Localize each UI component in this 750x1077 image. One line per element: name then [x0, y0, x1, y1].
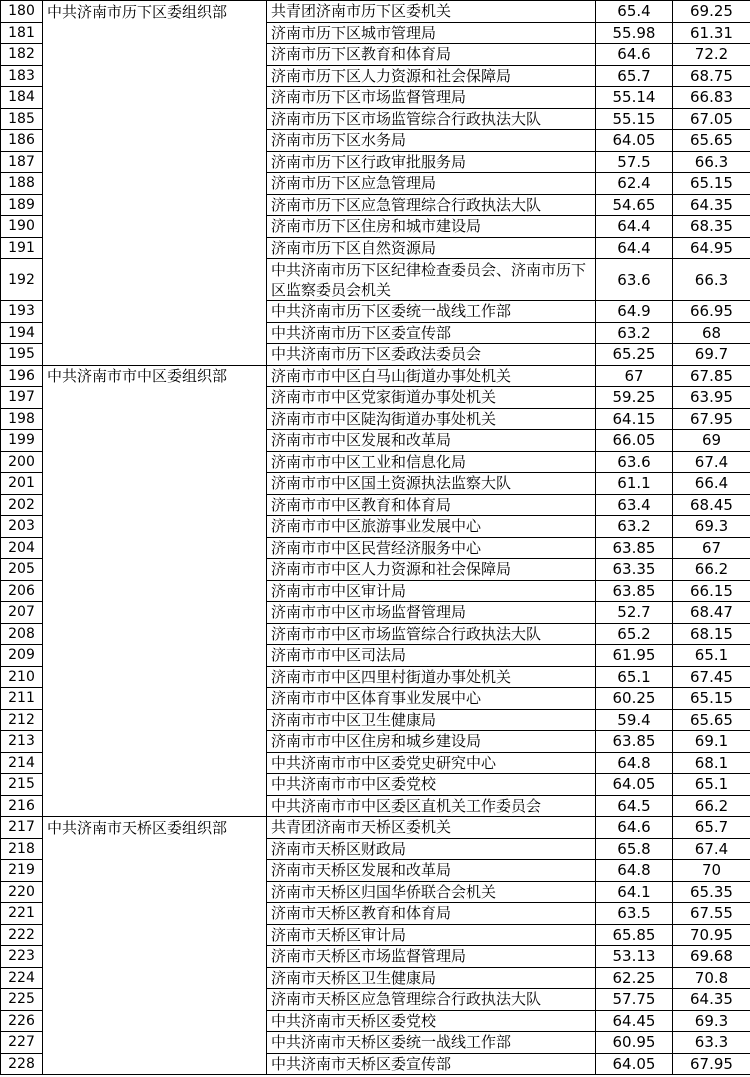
department-cell — [43, 666, 267, 688]
department-cell — [43, 451, 267, 473]
score-1-cell: 57.75 — [596, 989, 673, 1011]
table-row — [1, 151, 750, 173]
score-1-cell: 63.35 — [596, 559, 673, 581]
department-cell — [43, 387, 267, 409]
score-1-cell: 62.25 — [596, 967, 673, 989]
table-row — [1, 87, 750, 109]
unit-name-cell: 济南市市中区审计局 — [267, 580, 596, 602]
score-2-cell: 70.95 — [673, 924, 750, 946]
score-2-cell: 66.83 — [673, 87, 750, 109]
table-row — [1, 881, 750, 903]
table-row — [1, 108, 750, 130]
score-2-cell: 65.35 — [673, 881, 750, 903]
row-number-cell: 225 — [1, 989, 43, 1011]
score-1-cell: 63.85 — [596, 580, 673, 602]
score-2-cell: 68.47 — [673, 602, 750, 624]
score-2-cell: 65.65 — [673, 130, 750, 152]
department-cell — [43, 924, 267, 946]
score-2-cell: 66.2 — [673, 559, 750, 581]
row-number-cell: 218 — [1, 838, 43, 860]
row-number-cell: 189 — [1, 194, 43, 216]
unit-name-cell: 济南市市中区体育事业发展中心 — [267, 688, 596, 710]
score-2-cell: 70 — [673, 860, 750, 882]
score-2-cell: 61.31 — [673, 22, 750, 44]
score-2-cell: 65.15 — [673, 688, 750, 710]
unit-name-cell: 共青团济南市天桥区委机关 — [267, 817, 596, 839]
row-number-cell: 182 — [1, 44, 43, 66]
department-cell — [43, 537, 267, 559]
table-row — [1, 924, 750, 946]
department-cell — [43, 473, 267, 495]
unit-name-cell: 中共济南市天桥区委党校 — [267, 1010, 596, 1032]
department-cell: 中共济南市历下区委组织部 — [43, 1, 267, 23]
unit-name-cell: 济南市市中区发展和改革局 — [267, 430, 596, 452]
score-1-cell: 54.65 — [596, 194, 673, 216]
department-cell — [43, 1010, 267, 1032]
unit-name-cell: 济南市历下区住房和城市建设局 — [267, 216, 596, 238]
unit-name-cell: 济南市天桥区审计局 — [267, 924, 596, 946]
row-number-cell: 206 — [1, 580, 43, 602]
score-2-cell: 69.68 — [673, 946, 750, 968]
department-cell — [43, 216, 267, 238]
score-2-cell: 67.95 — [673, 1053, 750, 1075]
row-number-cell: 202 — [1, 494, 43, 516]
table-row — [1, 516, 750, 538]
score-1-cell: 64.05 — [596, 774, 673, 796]
score-1-cell: 61.1 — [596, 473, 673, 495]
row-number-cell: 187 — [1, 151, 43, 173]
unit-name-cell: 济南市市中区司法局 — [267, 645, 596, 667]
department-cell — [43, 559, 267, 581]
unit-name-cell: 济南市市中区党家街道办事处机关 — [267, 387, 596, 409]
table-row — [1, 946, 750, 968]
unit-name-cell: 济南市历下区市场监督管理局 — [267, 87, 596, 109]
table-row — [1, 709, 750, 731]
unit-name-cell: 济南市天桥区教育和体育局 — [267, 903, 596, 925]
row-number-cell: 224 — [1, 967, 43, 989]
table-row — [1, 237, 750, 259]
score-2-cell: 66.95 — [673, 301, 750, 323]
score-1-cell: 57.5 — [596, 151, 673, 173]
unit-name-cell: 济南市市中区白马山街道办事处机关 — [267, 365, 596, 387]
row-number-cell: 196 — [1, 365, 43, 387]
score-1-cell: 60.25 — [596, 688, 673, 710]
score-1-cell: 60.95 — [596, 1032, 673, 1054]
table-row — [1, 430, 750, 452]
score-1-cell: 63.6 — [596, 259, 673, 301]
department-cell — [43, 903, 267, 925]
table-row — [1, 602, 750, 624]
score-1-cell: 64.8 — [596, 752, 673, 774]
table-row — [1, 494, 750, 516]
score-2-cell: 65.65 — [673, 709, 750, 731]
score-2-cell: 68.1 — [673, 752, 750, 774]
score-1-cell: 63.2 — [596, 322, 673, 344]
department-cell — [43, 580, 267, 602]
unit-name-cell: 济南市市中区教育和体育局 — [267, 494, 596, 516]
score-2-cell: 68.45 — [673, 494, 750, 516]
table-row — [1, 65, 750, 87]
table-row — [1, 387, 750, 409]
table-body — [1, 1, 750, 1075]
unit-name-cell: 济南市市中区民营经济服务中心 — [267, 537, 596, 559]
score-1-cell: 65.2 — [596, 623, 673, 645]
score-2-cell: 69.7 — [673, 344, 750, 366]
unit-name-cell: 济南市历下区自然资源局 — [267, 237, 596, 259]
score-1-cell: 64.5 — [596, 795, 673, 817]
row-number-cell: 191 — [1, 237, 43, 259]
score-1-cell: 65.85 — [596, 924, 673, 946]
score-2-cell: 68.15 — [673, 623, 750, 645]
row-number-cell: 194 — [1, 322, 43, 344]
row-number-cell: 222 — [1, 924, 43, 946]
row-number-cell: 199 — [1, 430, 43, 452]
row-number-cell: 220 — [1, 881, 43, 903]
score-2-cell: 68.35 — [673, 216, 750, 238]
score-2-cell: 67.55 — [673, 903, 750, 925]
unit-name-cell: 济南市历下区人力资源和社会保障局 — [267, 65, 596, 87]
score-2-cell: 70.8 — [673, 967, 750, 989]
department-cell — [43, 130, 267, 152]
unit-name-cell: 济南市市中区人力资源和社会保障局 — [267, 559, 596, 581]
score-1-cell: 64.9 — [596, 301, 673, 323]
row-number-cell: 215 — [1, 774, 43, 796]
table-row — [1, 537, 750, 559]
table-row — [1, 130, 750, 152]
department-cell — [43, 87, 267, 109]
table-row — [1, 645, 750, 667]
score-2-cell: 66.4 — [673, 473, 750, 495]
department-cell — [43, 151, 267, 173]
score-2-cell: 69.25 — [673, 1, 750, 23]
score-2-cell: 64.35 — [673, 194, 750, 216]
score-1-cell: 64.05 — [596, 1053, 673, 1075]
table-row — [1, 559, 750, 581]
table-row — [1, 623, 750, 645]
department-cell — [43, 860, 267, 882]
row-number-cell: 200 — [1, 451, 43, 473]
department-cell — [43, 301, 267, 323]
score-1-cell: 55.14 — [596, 87, 673, 109]
score-1-cell: 64.4 — [596, 237, 673, 259]
row-number-cell: 180 — [1, 1, 43, 23]
row-number-cell: 214 — [1, 752, 43, 774]
table-row — [1, 365, 750, 387]
table-row — [1, 967, 750, 989]
score-1-cell: 64.6 — [596, 817, 673, 839]
unit-name-cell: 济南市市中区旅游事业发展中心 — [267, 516, 596, 538]
table-row — [1, 774, 750, 796]
row-number-cell: 211 — [1, 688, 43, 710]
unit-name-cell: 中共济南市历下区委统一战线工作部 — [267, 301, 596, 323]
score-1-cell: 62.4 — [596, 173, 673, 195]
unit-name-cell: 济南市天桥区归国华侨联合会机关 — [267, 881, 596, 903]
unit-name-cell: 济南市市中区市场监督管理局 — [267, 602, 596, 624]
score-2-cell: 67 — [673, 537, 750, 559]
row-number-cell: 193 — [1, 301, 43, 323]
unit-name-cell: 济南市历下区应急管理综合行政执法大队 — [267, 194, 596, 216]
table-row — [1, 173, 750, 195]
score-1-cell: 63.85 — [596, 731, 673, 753]
table-row — [1, 344, 750, 366]
row-number-cell: 227 — [1, 1032, 43, 1054]
unit-name-cell: 济南市天桥区财政局 — [267, 838, 596, 860]
table-row — [1, 216, 750, 238]
score-2-cell: 66.3 — [673, 151, 750, 173]
row-number-cell: 192 — [1, 259, 43, 301]
unit-name-cell: 济南市天桥区发展和改革局 — [267, 860, 596, 882]
table-row — [1, 451, 750, 473]
row-number-cell: 188 — [1, 173, 43, 195]
department-cell — [43, 44, 267, 66]
department-cell — [43, 731, 267, 753]
row-number-cell: 213 — [1, 731, 43, 753]
row-number-cell: 183 — [1, 65, 43, 87]
unit-name-cell: 济南市历下区市场监管综合行政执法大队 — [267, 108, 596, 130]
unit-name-cell: 济南市历下区教育和体育局 — [267, 44, 596, 66]
row-number-cell: 197 — [1, 387, 43, 409]
department-cell — [43, 838, 267, 860]
department-cell — [43, 623, 267, 645]
department-cell — [43, 322, 267, 344]
score-2-cell: 67.95 — [673, 408, 750, 430]
table-row — [1, 194, 750, 216]
unit-name-cell: 济南市天桥区应急管理综合行政执法大队 — [267, 989, 596, 1011]
score-1-cell: 67 — [596, 365, 673, 387]
score-2-cell: 67.05 — [673, 108, 750, 130]
table-row — [1, 22, 750, 44]
score-1-cell: 63.4 — [596, 494, 673, 516]
table-row — [1, 301, 750, 323]
row-number-cell: 184 — [1, 87, 43, 109]
score-2-cell: 65.1 — [673, 645, 750, 667]
table-row — [1, 1, 750, 23]
unit-name-cell: 济南市天桥区卫生健康局 — [267, 967, 596, 989]
score-2-cell: 63.95 — [673, 387, 750, 409]
department-cell — [43, 22, 267, 44]
department-cell — [43, 967, 267, 989]
score-1-cell: 64.4 — [596, 216, 673, 238]
table-row — [1, 838, 750, 860]
department-cell — [43, 344, 267, 366]
score-1-cell: 64.45 — [596, 1010, 673, 1032]
table-row — [1, 259, 750, 301]
unit-name-cell: 济南市市中区陡沟街道办事处机关 — [267, 408, 596, 430]
department-cell — [43, 237, 267, 259]
table-row — [1, 688, 750, 710]
department-cell — [43, 709, 267, 731]
unit-name-cell: 济南市天桥区市场监督管理局 — [267, 946, 596, 968]
table-row — [1, 322, 750, 344]
unit-name-cell: 济南市市中区市场监管综合行政执法大队 — [267, 623, 596, 645]
score-1-cell: 64.1 — [596, 881, 673, 903]
score-1-cell: 59.4 — [596, 709, 673, 731]
score-2-cell: 69.3 — [673, 1010, 750, 1032]
department-cell — [43, 430, 267, 452]
department-cell — [43, 645, 267, 667]
row-number-cell: 208 — [1, 623, 43, 645]
row-number-cell: 195 — [1, 344, 43, 366]
table-row — [1, 408, 750, 430]
score-2-cell: 65.15 — [673, 173, 750, 195]
score-2-cell: 67.45 — [673, 666, 750, 688]
score-1-cell: 65.8 — [596, 838, 673, 860]
department-cell — [43, 752, 267, 774]
row-number-cell: 185 — [1, 108, 43, 130]
score-1-cell: 63.5 — [596, 903, 673, 925]
unit-name-cell: 济南市市中区住房和城乡建设局 — [267, 731, 596, 753]
row-number-cell: 216 — [1, 795, 43, 817]
department-cell — [43, 1053, 267, 1075]
table-row — [1, 473, 750, 495]
department-cell — [43, 408, 267, 430]
row-number-cell: 217 — [1, 817, 43, 839]
department-cell — [43, 989, 267, 1011]
score-1-cell: 52.7 — [596, 602, 673, 624]
table-row — [1, 1053, 750, 1075]
table-row — [1, 817, 750, 839]
row-number-cell: 219 — [1, 860, 43, 882]
department-cell — [43, 1032, 267, 1054]
department-cell — [43, 516, 267, 538]
score-1-cell: 61.95 — [596, 645, 673, 667]
score-2-cell: 64.35 — [673, 989, 750, 1011]
table-row — [1, 795, 750, 817]
score-2-cell: 68 — [673, 322, 750, 344]
unit-name-cell: 济南市历下区应急管理局 — [267, 173, 596, 195]
score-1-cell: 53.13 — [596, 946, 673, 968]
unit-name-cell: 中共济南市历下区委政法委员会 — [267, 344, 596, 366]
table-row — [1, 44, 750, 66]
unit-name-cell: 济南市市中区工业和信息化局 — [267, 451, 596, 473]
unit-name-cell: 中共济南市天桥区委宣传部 — [267, 1053, 596, 1075]
department-cell — [43, 65, 267, 87]
score-2-cell: 67.4 — [673, 451, 750, 473]
row-number-cell: 209 — [1, 645, 43, 667]
score-1-cell: 63.2 — [596, 516, 673, 538]
score-2-cell: 63.3 — [673, 1032, 750, 1054]
row-number-cell: 181 — [1, 22, 43, 44]
score-1-cell: 65.1 — [596, 666, 673, 688]
unit-name-cell: 济南市历下区行政审批服务局 — [267, 151, 596, 173]
score-1-cell: 64.05 — [596, 130, 673, 152]
table-row — [1, 580, 750, 602]
department-cell — [43, 688, 267, 710]
score-1-cell: 55.15 — [596, 108, 673, 130]
unit-name-cell: 中共济南市历下区纪律检查委员会、济南市历下区监察委员会机关 — [267, 259, 596, 301]
department-cell — [43, 259, 267, 301]
row-number-cell: 212 — [1, 709, 43, 731]
table-row — [1, 1010, 750, 1032]
score-1-cell: 64.8 — [596, 860, 673, 882]
department-cell — [43, 108, 267, 130]
row-number-cell: 190 — [1, 216, 43, 238]
score-1-cell: 64.6 — [596, 44, 673, 66]
score-1-cell: 65.7 — [596, 65, 673, 87]
score-2-cell: 69.1 — [673, 731, 750, 753]
row-number-cell: 207 — [1, 602, 43, 624]
score-2-cell: 69.3 — [673, 516, 750, 538]
unit-name-cell: 济南市市中区四里村街道办事处机关 — [267, 666, 596, 688]
score-2-cell: 69 — [673, 430, 750, 452]
row-number-cell: 210 — [1, 666, 43, 688]
table-row — [1, 903, 750, 925]
row-number-cell: 223 — [1, 946, 43, 968]
score-2-cell: 65.1 — [673, 774, 750, 796]
row-number-cell: 201 — [1, 473, 43, 495]
department-cell — [43, 774, 267, 796]
score-1-cell: 65.25 — [596, 344, 673, 366]
row-number-cell: 198 — [1, 408, 43, 430]
row-number-cell: 221 — [1, 903, 43, 925]
table-row — [1, 860, 750, 882]
score-2-cell: 66.2 — [673, 795, 750, 817]
score-1-cell: 55.98 — [596, 22, 673, 44]
score-2-cell: 67.4 — [673, 838, 750, 860]
unit-name-cell: 中共济南市历下区委宣传部 — [267, 322, 596, 344]
score-1-cell: 64.15 — [596, 408, 673, 430]
unit-name-cell: 中共济南市天桥区委统一战线工作部 — [267, 1032, 596, 1054]
score-1-cell: 63.6 — [596, 451, 673, 473]
unit-name-cell: 共青团济南市历下区委机关 — [267, 1, 596, 23]
unit-name-cell: 济南市历下区水务局 — [267, 130, 596, 152]
row-number-cell: 226 — [1, 1010, 43, 1032]
unit-name-cell: 中共济南市市中区委党史研究中心 — [267, 752, 596, 774]
score-2-cell: 67.85 — [673, 365, 750, 387]
department-cell — [43, 795, 267, 817]
score-2-cell: 65.7 — [673, 817, 750, 839]
row-number-cell: 228 — [1, 1053, 43, 1075]
department-cell — [43, 881, 267, 903]
score-1-cell: 59.25 — [596, 387, 673, 409]
unit-name-cell: 济南市市中区国土资源执法监察大队 — [267, 473, 596, 495]
score-2-cell: 72.2 — [673, 44, 750, 66]
table-row — [1, 989, 750, 1011]
row-number-cell: 203 — [1, 516, 43, 538]
score-2-cell: 68.75 — [673, 65, 750, 87]
department-cell — [43, 494, 267, 516]
score-2-cell: 66.3 — [673, 259, 750, 301]
table-row — [1, 731, 750, 753]
score-2-cell: 66.15 — [673, 580, 750, 602]
table-row — [1, 666, 750, 688]
unit-name-cell: 中共济南市市中区委党校 — [267, 774, 596, 796]
department-cell — [43, 194, 267, 216]
unit-name-cell: 济南市市中区卫生健康局 — [267, 709, 596, 731]
score-2-cell: 64.95 — [673, 237, 750, 259]
department-cell: 中共济南市天桥区委组织部 — [43, 817, 267, 839]
row-number-cell: 204 — [1, 537, 43, 559]
table-row — [1, 1032, 750, 1054]
row-number-cell: 205 — [1, 559, 43, 581]
unit-name-cell: 济南市历下区城市管理局 — [267, 22, 596, 44]
table-row — [1, 752, 750, 774]
unit-name-cell: 中共济南市市中区委区直机关工作委员会 — [267, 795, 596, 817]
score-1-cell: 63.85 — [596, 537, 673, 559]
department-cell: 中共济南市市中区委组织部 — [43, 365, 267, 387]
department-cell — [43, 946, 267, 968]
department-cell — [43, 602, 267, 624]
score-1-cell: 65.4 — [596, 1, 673, 23]
score-1-cell: 66.05 — [596, 430, 673, 452]
row-number-cell: 186 — [1, 130, 43, 152]
department-cell — [43, 173, 267, 195]
